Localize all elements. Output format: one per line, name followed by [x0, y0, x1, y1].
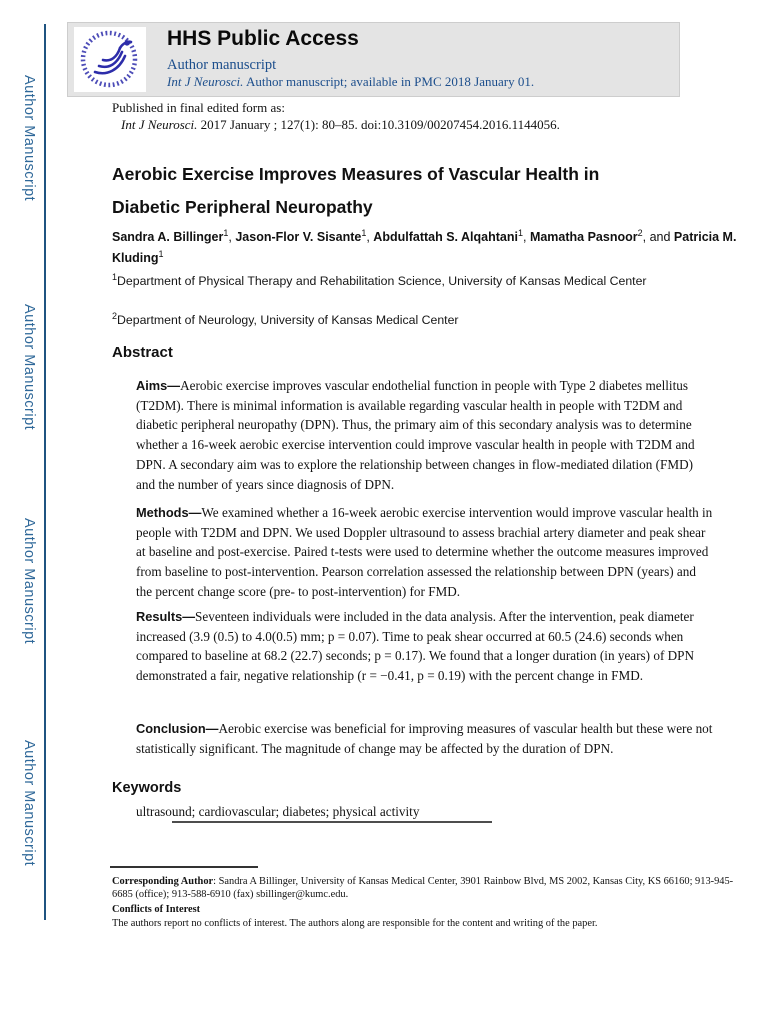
abstract-results: Results—Seventeen individuals were included in the data analysis. After the intervention, peak diameter increased (3.9 (0.5) to 4.0(0.5) mm; p = 0.07). Time to peak shear occurred at 60.5 (24.6) seconds when compared to baseline at 68.2 (22.7) seconds; p = 0.17). We found that a longer duration (in years) of DPN demonstrated a fair, negative relationship (r = −0.41, p = 0.19) with the percent change in FMD. [136, 609, 695, 684]
published-as-label: Published in final edited form as: [112, 100, 285, 115]
sidebar-watermark-4: Author Manuscript [21, 740, 37, 867]
author-4-affil-sup: 2 [637, 227, 643, 238]
affiliation-2-sup: 2 [112, 310, 118, 321]
keywords-divider [172, 821, 492, 823]
abstract-conclusion: Conclusion—Aerobic exercise was beneficial for improving measures of vascular health but these were not statistically significant. The magnitude of change may be affected by the duration of DPN. [136, 721, 713, 756]
author-1: Sandra A. Billinger$^1$, [112, 227, 236, 244]
conclusion-label: Conclusion— [136, 721, 219, 736]
results-label: Results— [136, 609, 196, 624]
affiliation-1-sup: 1 [112, 271, 118, 282]
banner-citation-link[interactable] [167, 74, 534, 90]
citation-journal: Int J Neurosci. [121, 117, 198, 132]
keywords-heading: Keywords [112, 780, 182, 796]
conflicts-heading: Conflicts of Interest [112, 904, 201, 916]
abstract-heading: Abstract [112, 344, 173, 361]
hhs-logo [74, 27, 146, 92]
author-1-affil-sup: 1 [223, 227, 229, 238]
author-2: Jason-Flor V. Sisante$^1$, [235, 227, 374, 244]
corresponding-author-line: Corresponding Author: Sandra A Billinger, University of Kansas Medical Center, 3901 Rainbow Blvd, MS 2002, Kansas City, KS 66160; 913-945-6685 (office); 913-588-6910 (fax) sbillinger@kumc.edu. [112, 876, 734, 901]
abstract-methods: Methods—We examined whether a 16-week aerobic exercise intervention would improve vascular health in people with T2DM and DPN. We used Doppler ultrasound to assess brachial artery diameter and peak shear at baseline and post-exercise. Paired t-tests were used to determine whether the outcome measures improved from baseline to post-intervention. Pearson correlation assessed the relationship between DPN (years) and the percent change score (pre- to post-intervention) for FMD. [136, 505, 713, 599]
hhs-banner [67, 22, 680, 97]
aims-label: Aims— [136, 378, 181, 393]
methods-label: Methods— [136, 505, 202, 520]
author-5-affil-sup: 1 [158, 248, 164, 259]
footnotes [112, 875, 740, 930]
corresponding-author-label: Corresponding Author [112, 876, 214, 887]
availability-text: Author manuscript; available in PMC 2018 January 01. [243, 74, 535, 89]
author-4: Mamatha Pasnoor$^2$, [529, 227, 650, 244]
affiliation-2: $^2$Department of Neurology, University of Kansas Medical Center [112, 310, 459, 327]
author-3-affil-sup: 1 [517, 227, 523, 238]
published-as-block [112, 99, 560, 133]
citation-line [112, 116, 560, 133]
abstract-aims: Aims—Aerobic exercise improves vascular endothelial function in people with Type 2 diabetes mellitus (T2DM). There is minimal information is available regarding vascular health in people with T2DM and diabetic peripheral neuropathy (DPN). Thus, the primary aim of this secondary analysis was to determine whether a 16-week aerobic exercise intervention could improve vascular health in people with T2DM and DPN. A secondary aim was to explore the relationship between changes in flow-mediated dilation (FMD) and the number of years since diagnosis of DPN. [136, 378, 695, 492]
sidebar-rule [44, 24, 46, 920]
journal-name: Int J Neurosci. [167, 74, 244, 89]
hhs-eagle-icon [75, 28, 145, 91]
banner-title: HHS Public Access [167, 27, 359, 50]
sidebar-watermark-1: Author Manuscript [21, 75, 37, 202]
author-3: Abdulfattah S. Alqahtani$^1$, [373, 227, 530, 244]
author-2-affil-sup: 1 [361, 227, 367, 238]
banner-text [167, 26, 534, 90]
article-title: Aerobic Exercise Improves Measures of Vascular Health in Diabetic Peripheral Neuropathy [112, 164, 600, 217]
author-list [112, 227, 737, 269]
keywords-text: ultrasound; cardiovascular; diabetes; physical activity [136, 804, 420, 819]
banner-subtitle: Author manuscript [167, 57, 277, 73]
affiliation-1: $^1$Department of Physical Therapy and Rehabilitation Science, University of Kansas Medical Center [112, 271, 647, 288]
footnote-divider [110, 866, 258, 868]
sidebar-watermark-3: Author Manuscript [21, 518, 37, 645]
conflicts-text: The authors report no conflicts of interest. The authors along are responsible for the content and writing of the paper. [112, 917, 598, 929]
sidebar-watermark-2: Author Manuscript [21, 304, 37, 431]
citation-detail: 2017 January ; 127(1): 80–85. doi:10.3109/00207454.2016.1144056. [197, 117, 560, 132]
author-5: and Patricia M. Kluding$^1$ [112, 230, 737, 265]
